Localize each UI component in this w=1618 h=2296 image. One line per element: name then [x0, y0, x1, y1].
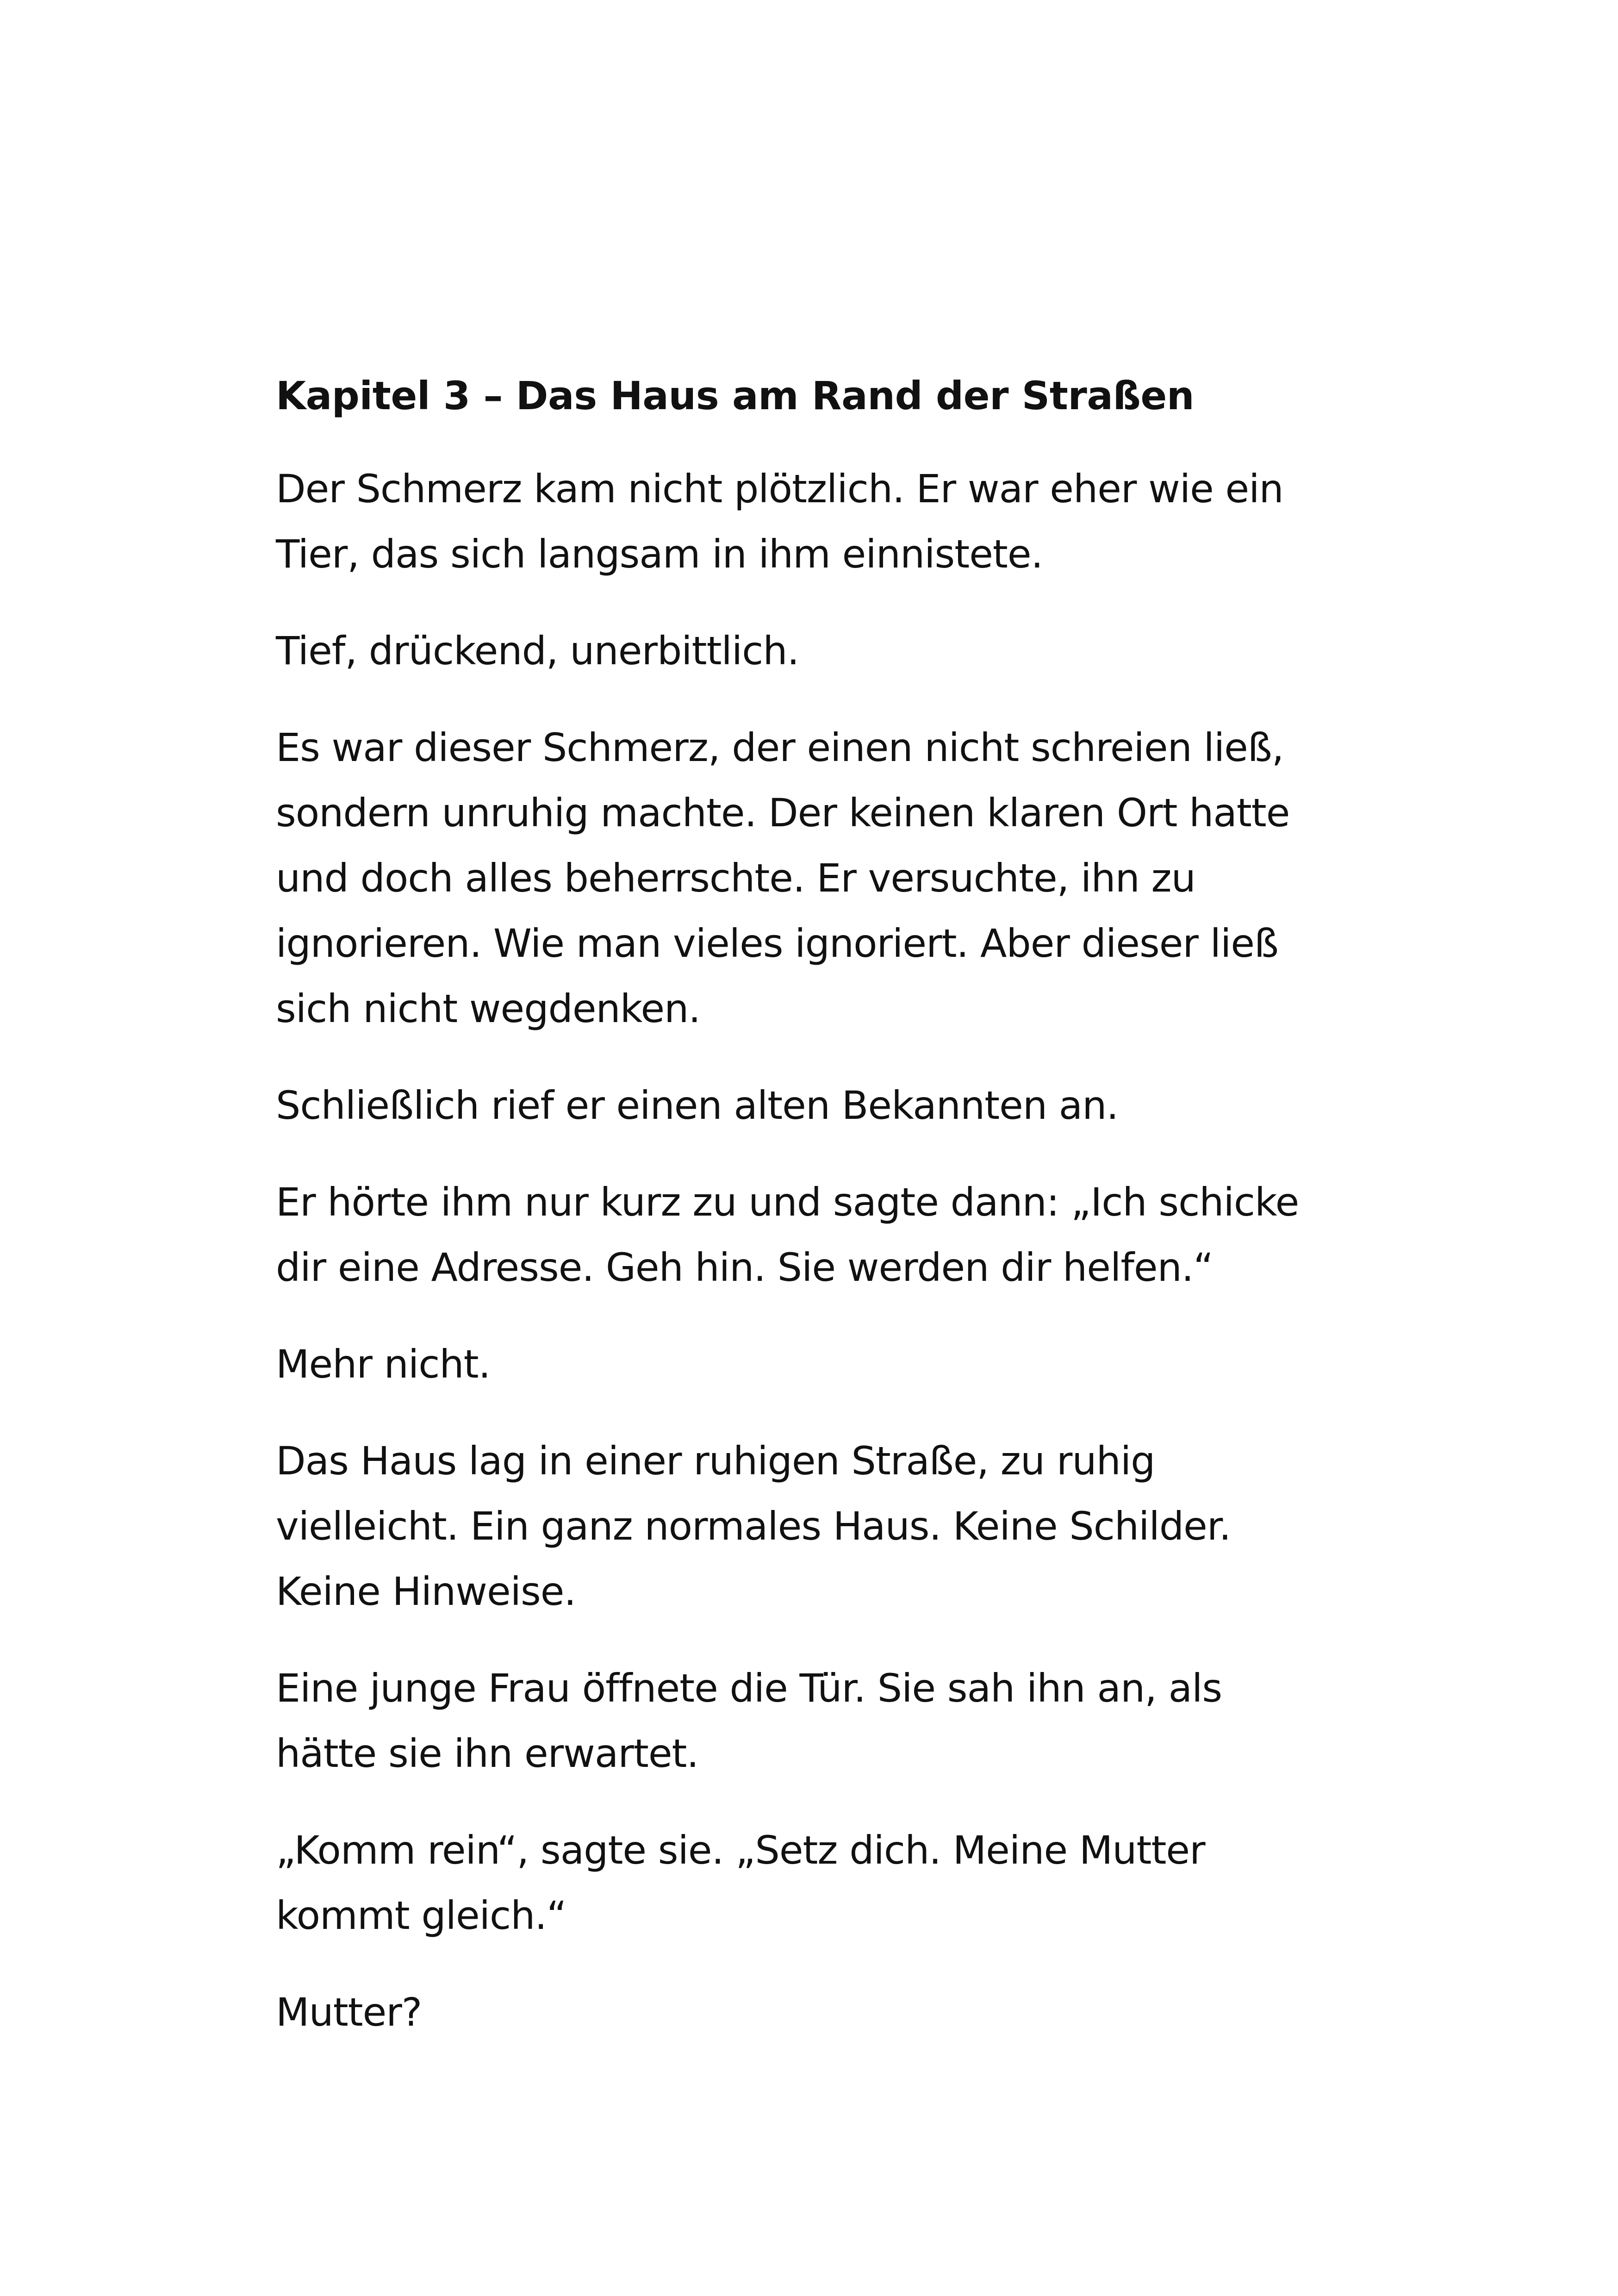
- paragraph-line: „Komm rein“, sagte sie. „Setz dich. Meine Mutter: [276, 1828, 1205, 1873]
- paragraph: [276, 1170, 1377, 1300]
- paragraph: [276, 1656, 1377, 1786]
- paragraph-line: ignorieren. Wie man vieles ignoriert. Aber dieser ließ: [276, 921, 1278, 966]
- paragraph-line: Er hörte ihm nur kurz zu und sagte dann: „Ich schicke: [276, 1179, 1299, 1225]
- paragraph-line: vielleicht. Ein ganz normales Haus. Keine Schilder.: [276, 1504, 1231, 1549]
- paragraph: [276, 1332, 1377, 1397]
- paragraph: [276, 1429, 1377, 1624]
- paragraph-line: Eine junge Frau öffnete die Tür. Sie sah ihn an, als: [276, 1666, 1222, 1711]
- paragraph-line: Tier, das sich langsam in ihm einnistete.: [276, 531, 1043, 577]
- chapter-title: Kapitel 3 – Das Haus am Rand der Straßen: [276, 373, 1195, 418]
- paragraph-line: Das Haus lag in einer ruhigen Straße, zu ruhig: [276, 1438, 1155, 1484]
- paragraph: [276, 715, 1377, 1042]
- page-content: [276, 370, 1377, 2077]
- paragraph: [276, 1818, 1377, 1948]
- paragraph-line: und doch alles beherrschte. Er versuchte, ihn zu: [276, 855, 1195, 901]
- paragraph-line: Mehr nicht.: [276, 1341, 491, 1387]
- paragraph-line: dir eine Adresse. Geh hin. Sie werden dir helfen.“: [276, 1245, 1214, 1290]
- paragraph-line: Der Schmerz kam nicht plötzlich. Er war eher wie ein: [276, 466, 1283, 512]
- paragraph-line: sondern unruhig machte. Der keinen klaren Ort hatte: [276, 790, 1290, 836]
- paragraph: [276, 1073, 1377, 1138]
- paragraph-line: sich nicht wegdenken.: [276, 986, 701, 1031]
- paragraph-line: Schließlich rief er einen alten Bekannten an.: [276, 1083, 1119, 1128]
- paragraph-line: Keine Hinweise.: [276, 1569, 576, 1614]
- paragraph: [276, 1980, 1377, 2045]
- paragraph: [276, 456, 1377, 587]
- paragraph-line: hätte sie ihn erwartet.: [276, 1731, 699, 1776]
- paragraph-line: Mutter?: [276, 1990, 422, 2035]
- paragraph: [276, 618, 1377, 684]
- paragraph-line: kommt gleich.“: [276, 1893, 566, 1938]
- paragraph-line: Tief, drückend, unerbittlich.: [276, 628, 799, 674]
- paragraph-line: Es war dieser Schmerz, der einen nicht schreien ließ,: [276, 725, 1284, 770]
